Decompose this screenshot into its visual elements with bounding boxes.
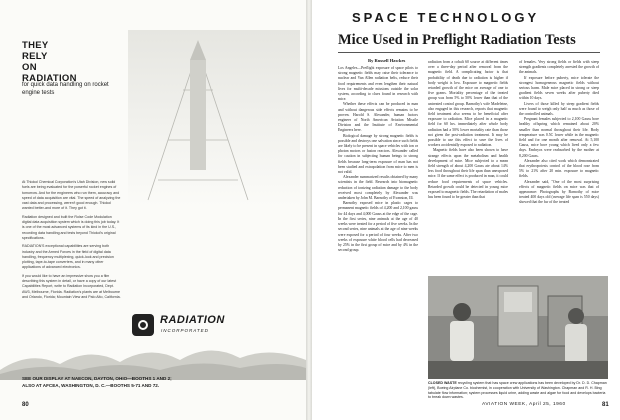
article-paragraph: Livers of those killed by steep gradient fields were found to weigh only half as much as those of the controlled animals. xyxy=(519,101,599,117)
radiation-logo xyxy=(132,312,252,342)
article-paragraph: Los Angeles—Preflight exposure of space pilots to strong magnetic fields may raise their tolerance to nuclear and Van Allen radiation belts, reduce their food requirements and even lengthen their natural lives for multi-decade missions outside the solar system, according to clues found in research with mice. xyxy=(338,66,418,102)
article-column-2 xyxy=(428,60,508,200)
article-column-1 xyxy=(338,66,418,253)
ad-headline-line: RADIATION xyxy=(22,73,77,84)
publication-footer: AVIATION WEEK, April 25, 1960 xyxy=(482,402,566,407)
article-byline: By Russell Hawkes xyxy=(368,58,406,63)
article-paragraph: of females. Very strong fields or fields with steep strength gradients completely arrested the growth of the animals. xyxy=(519,60,599,75)
article-paragraph: radiation from a cobalt 60 source at different times over a three-day period after removal from the magnetic field. A complicating factor is that probability of death due to radiation is higher if body weight is low. Exposure to magnetic fields retarded growth of the mice on average of one to five grams. Mortality percentage of the treated group was from 5% to 50% lower than that of the untreated control group. Barnothy's wife Madeleine, also engaged in this research, reports that magnetic field treatment also seems to be beneficial after exposure to radiation. Mice placed in a magnetic field for 60 hrs. immediately after whole body radiation had a 50% lower mortality rate than those not given the post-radiation treatment. It may be possible to use this effect to save the lives of workers accidentally exposed to radiation. xyxy=(428,60,508,148)
headline-rule xyxy=(338,52,600,53)
logo-name: RADIATION xyxy=(160,314,225,326)
ad-subheadline: for quick data handling on rocket engine tests xyxy=(22,82,109,96)
logo-mark-icon xyxy=(132,314,154,336)
ad-headline-line: ON xyxy=(22,62,37,73)
caption-label: CLOSED WASTE xyxy=(428,381,457,385)
article-paragraph: Biological damage by strong magnetic fields is possible and destroys one salvation since such fields are likely to be present in space vehicles with ion or photon motors or fusion reactors. Alexander called for caution in subjecting human beings to strong fields because long-term exposure of man has not been studied and extrapolation from mice to men is not valid. xyxy=(338,133,418,175)
ad-headline-line: THEY xyxy=(22,40,49,51)
ad-body-copy xyxy=(22,180,122,303)
article-paragraph: Alexander also cited work which demonstrated that erythropoiesis control of the blood rose from 5% to 21% after 20 min. exposure to magnetic fields. xyxy=(519,158,599,179)
article-paragraph: Barnothy exposed mice in plastic cages to permanent magnetic fields of 4,200 and 2,100 gauss for 44 days and 4,000 Gauss at the edge of the cage. In the first series, nine animals at the age of 40 weeks were treated for a period of five weeks. In the second series, nine animals at the age of nine weeks were exposed for a period of four weeks. After two weeks of exposure white blood cells had decreased by 25% in the first group of mice and by 4% in the second group. xyxy=(338,201,418,253)
ad-headline-line: RELY xyxy=(22,51,48,62)
article-headline: Mice Used in Preflight Radiation Tests xyxy=(338,32,576,48)
article-paragraph: Alexander summarized results obtained by many scientists in the field. Research into biomagnetic reduction of ionizing radiation damage to the body received most completely by Alexander was undertaken by John M. Barnothy of Evanston, Ill. xyxy=(338,175,418,201)
section-title: SPACE TECHNOLOGY xyxy=(352,10,540,25)
article-paragraph: Alexander said, "One of the most surprising effects of magnetic fields on mice was that of appearance: Photographs by Barnothy of mice treated 400 days old (average life span is 550 days) showed that the fur of the treated xyxy=(519,179,599,205)
lab-photograph xyxy=(428,276,608,379)
ad-paragraph: RADIATION'S exceptional capabilities are serving both industry and the Armed Forces in the field of digital data handling, frequency multiplexing, quick-look and precision plotting, tape-to-tape converters, and in many other applications of advanced electronics. xyxy=(22,244,114,270)
logo-tagline: INCORPORATED xyxy=(161,328,209,333)
page-number-right: 81 xyxy=(602,402,609,408)
ad-footer-line: SEE OUR DISPLAY AT NAECON, DAYTON, OHIO—BOOTHS 1 AND 2; xyxy=(22,376,172,381)
ad-paragraph: At Thiokol Chemical Corporation's Utah Division, new solid fuels are being evaluated for the powerful rocket engines of tomorrow. And for the engineers who run them, accuracy and speed of data acquisition are vital. The speed of analyzing the vast data and processing, weren't good enough. Thiokol wanted better-and more of it. They got it. xyxy=(22,180,121,211)
exhaust-cloud-illustration xyxy=(0,340,306,380)
ad-paragraph: Radiation designed and built the Rolse Code Modulation digital data acquisition system which is doing this job today. It is one of the most advanced systems of its kind in the U.S., recording data handling and tests beyond Thiokol's original specifications. xyxy=(22,214,120,240)
article-page xyxy=(312,0,620,420)
article-column-3 xyxy=(519,60,599,206)
article-paragraph: If exposure before puberty, mice tolerate the strongest homogeneous magnetic fields without serious harm. Male mice placed in strong or steep gradient fields seven weeks after puberty died within 10 days. xyxy=(519,75,599,101)
article-paragraph: Magnetic fields have also been shown to have strange effects upon the metabolism and health development of mice. Mice subjected to a mean field strength of about 4,200 Gauss ate about 14% less food throughout their life span than unexposed mice. If the same effect is produced in man, it could reduce food requirements of space vehicles. Retarded growth could be detected in young mice exposed to magnetic fields. The retardation of males has been found to be greater than that xyxy=(428,148,508,200)
caption-text: recycling system that has space crew applications has been developed by Dr. D. D. Chapman (left), Boeing Airplane Co. biochemist, in cooperation with University of Washington. Chapman and R. H. Bing tabulate flow information; system processes liquid urine, adding waste and algae for food and develops bacteria to break down wastes. xyxy=(428,381,607,400)
article-paragraph: Whether these effects can be produced in man and without dangerous side effects remains to be proven. Harold S. Alexander, human factors engineer of North American Aviation Missile Division and the Institute of Environmental Engineers here. xyxy=(338,102,418,133)
article-paragraph: Pregnant females subjected to 2,100 Gauss bore healthy offspring which remained about 20% smaller than normal throughout their life. Body temperature was 0.5C lower while in the magnetic field and for one month after removal. At 5,100 Gauss, mice bore young which lived only a few days. Embryos were reabsorbed by the mother at 8,200 Gauss. xyxy=(519,117,599,158)
ad-display-notice xyxy=(22,376,292,389)
advertisement-page xyxy=(0,0,306,420)
photo-caption xyxy=(428,381,608,400)
rocket-test-illustration xyxy=(128,30,300,206)
ad-paragraph: If you would like to have an impressive show you a film describing this system in detail, or have a copy of our latest Capabilities Report, write to Radiation Incorporated, Dept. AW3, Melbourne, Florida. Radiation's plants are at Melbourne and Orlando, Florida; Mountain View and Palo Alto, California. xyxy=(22,273,121,299)
page-number-left: 80 xyxy=(22,402,29,408)
ad-footer-line: ALSO AT AFCEA, WASHINGTON, D. C.—BOOTHS 5-71 AND 72. xyxy=(22,382,160,388)
ad-headline xyxy=(22,40,112,84)
